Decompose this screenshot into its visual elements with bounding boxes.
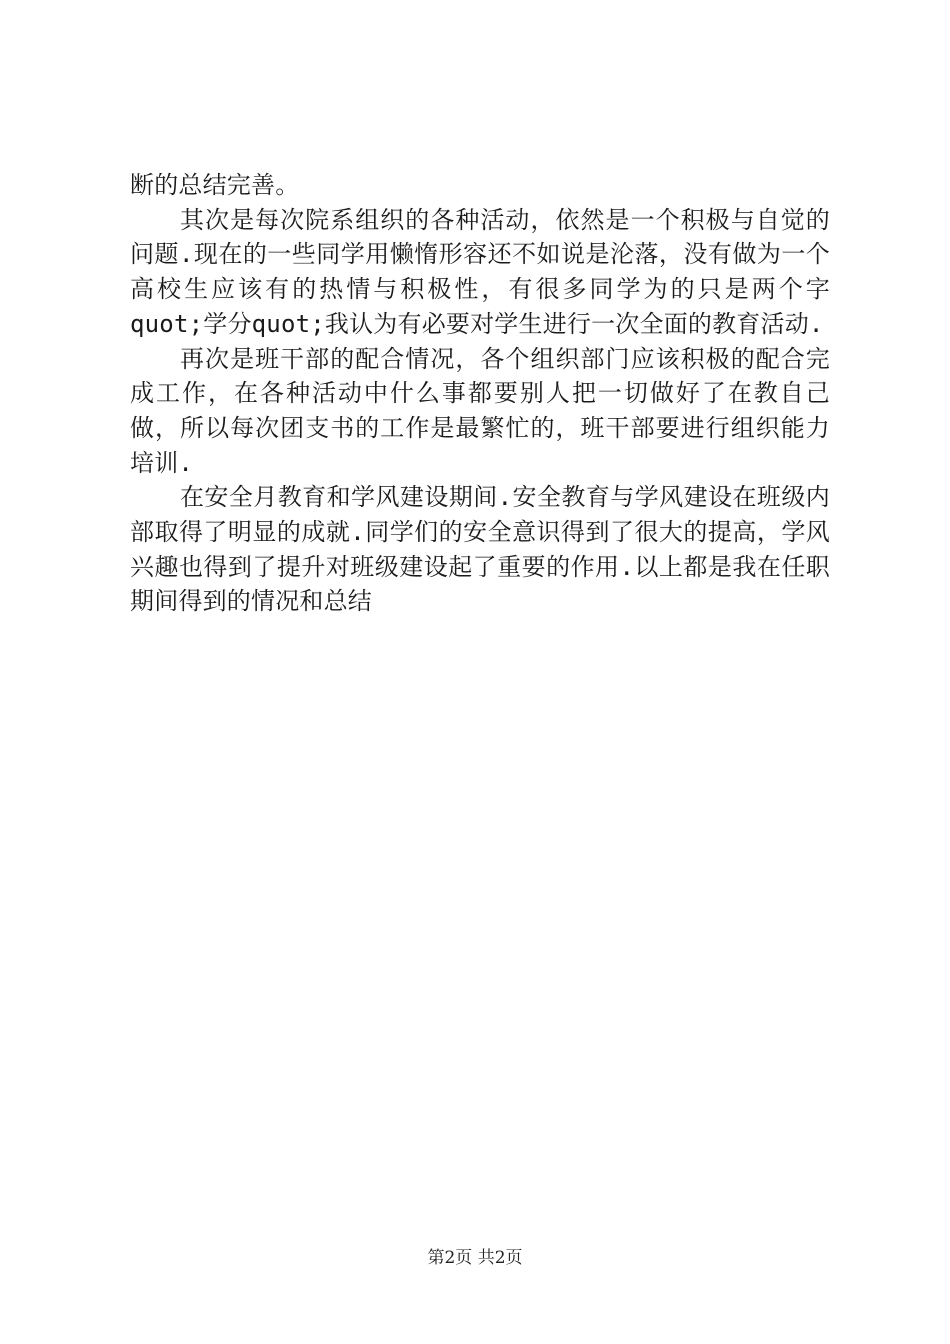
- document-body: [130, 168, 830, 619]
- paragraph-safety-month: 在安全月教育和学风建设期间.安全教育与学风建设在班级内部取得了明显的成就.同学们的安全意识得到了很大的提高，学风兴趣也得到了提升对班级建设起了重要的作用.以上都是我在任职期间得到的情况和总结: [130, 483, 830, 616]
- paragraph-activities: 其次是每次院系组织的各种活动，依然是一个积极与自觉的问题.现在的一些同学用懒惰形容还不如说是沦落，没有做为一个高校生应该有的热情与积极性，有很多同学为的只是两个字quot;学分quot;我认为有必要对学生进行一次全面的教育活动.: [130, 205, 830, 338]
- page-number-footer: 第2页 共2页: [427, 1248, 523, 1268]
- paragraph-continuation: 断的总结完善。: [130, 171, 300, 199]
- paragraph-class-cadres: 再次是班干部的配合情况，各个组织部门应该积极的配合完成工作，在各种活动中什么事都要别人把一切做好了在教自己做，所以每次团支书的工作是最繁忙的，班干部要进行组织能力培训.: [130, 344, 830, 477]
